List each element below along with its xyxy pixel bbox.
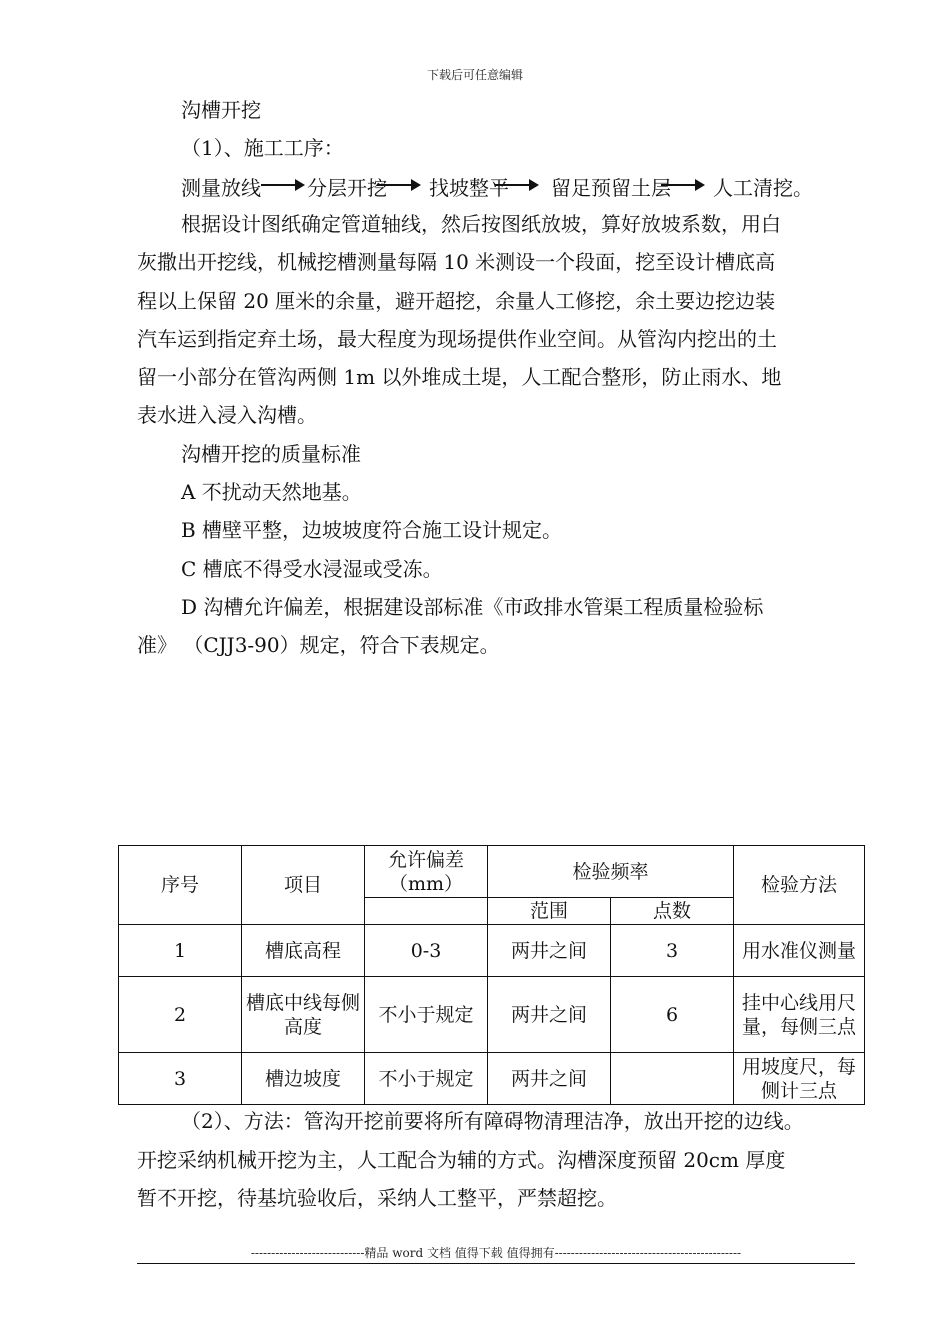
header-frequency: 检验频率 <box>488 846 734 898</box>
header-item: 项目 <box>242 846 365 925</box>
table-row <box>119 925 865 977</box>
header-method: 检验方法 <box>734 846 865 925</box>
step1-label: （1）、施工工序： <box>181 136 344 160</box>
cell-tolerance: 不小于规定 <box>365 1053 488 1105</box>
quality-title: 沟槽开挖的质量标准 <box>181 442 361 466</box>
cell-tolerance: 0-3 <box>365 925 488 977</box>
cell-range: 两井之间 <box>488 925 611 977</box>
page-header: 下载后可任意编辑 <box>426 68 523 82</box>
cell-seq: 3 <box>119 1053 242 1105</box>
paragraph-line: 程以上保留 20 厘米的余量，避开超挖，余量人工修挖，余土要边挖边装 <box>137 289 776 313</box>
footer-rule <box>137 1263 855 1264</box>
page-footer: ----------------------------精品 word 文档 值得下载 值得拥有---------------------------------------------- <box>250 1246 742 1260</box>
cell-item: 槽底高程 <box>242 925 365 977</box>
cell-points <box>611 1053 734 1105</box>
paragraph-line: 灰撒出开挖线，机械挖槽测量每隔 10 米测设一个段面，挖至设计槽底高 <box>137 250 776 274</box>
section-title: 沟槽开挖 <box>181 98 261 122</box>
header-points: 点数 <box>611 898 734 925</box>
cell-seq: 2 <box>119 977 242 1053</box>
paragraph-line: 暂不开挖，待基坑验收后，采纳人工整平，严禁超挖。 <box>137 1186 617 1210</box>
paragraph-line: （2）、方法：管沟开挖前要将所有障碍物清理洁净，放出开挖的边线。 <box>181 1109 804 1133</box>
paragraph-line: 表水进入浸入沟槽。 <box>137 403 317 427</box>
flow-step: 分层开挖 <box>307 176 387 200</box>
table-row <box>119 977 865 1053</box>
header-seq: 序号 <box>119 846 242 925</box>
quality-item: 准》 （CJJ3-90）规定，符合下表规定。 <box>137 633 500 657</box>
quality-item: B 槽壁平整，边坡坡度符合施工设计规定。 <box>181 518 563 542</box>
arrow-right-icon <box>661 178 705 192</box>
paragraph-line: 根据设计图纸确定管道轴线，然后按图纸放坡，算好放坡系数，用白 <box>181 212 781 236</box>
flow-step: 测量放线 <box>181 176 261 200</box>
arrow-right-icon <box>377 178 421 192</box>
cell-item: 槽边坡度 <box>242 1053 365 1105</box>
cell-points: 6 <box>611 977 734 1053</box>
quality-item: C 槽底不得受水浸湿或受冻。 <box>181 557 443 581</box>
header-tolerance: 允许偏差（mm） <box>365 846 488 898</box>
quality-item: D 沟槽允许偏差，根据建设部标准《市政排水管渠工程质量检验标 <box>181 595 764 619</box>
paragraph-line: 汽车运到指定弃土场，最大程度为现场提供作业空间。从管沟内挖出的土 <box>137 327 777 351</box>
flow-step: 留足预留土层 <box>551 176 671 200</box>
arrow-right-icon <box>261 178 305 192</box>
flow-step: 人工清挖。 <box>713 176 813 200</box>
flow-step: 找坡整平 <box>429 176 509 200</box>
cell-range: 两井之间 <box>488 977 611 1053</box>
tolerance-table <box>118 845 865 1105</box>
cell-method: 挂中心线用尺量，每侧三点 <box>734 977 865 1053</box>
cell-item: 槽底中线每侧高度 <box>242 977 365 1053</box>
cell-method: 用水准仪测量 <box>734 925 865 977</box>
cell-tolerance: 不小于规定 <box>365 977 488 1053</box>
quality-item: A 不扰动天然地基。 <box>181 480 362 504</box>
cell-seq: 1 <box>119 925 242 977</box>
paragraph-line: 留一小部分在管沟两侧 1m 以外堆成土堤，人工配合整形，防止雨水、地 <box>137 365 782 389</box>
header-tolerance-sub <box>365 898 488 925</box>
paragraph-line: 开挖采纳机械开挖为主，人工配合为辅的方式。沟槽深度预留 20cm 厚度 <box>137 1148 786 1172</box>
header-range: 范围 <box>488 898 611 925</box>
cell-method: 用坡度尺，每侧计三点 <box>734 1053 865 1105</box>
table-row <box>119 1053 865 1105</box>
cell-range: 两井之间 <box>488 1053 611 1105</box>
arrow-right-icon <box>495 178 539 192</box>
cell-points: 3 <box>611 925 734 977</box>
